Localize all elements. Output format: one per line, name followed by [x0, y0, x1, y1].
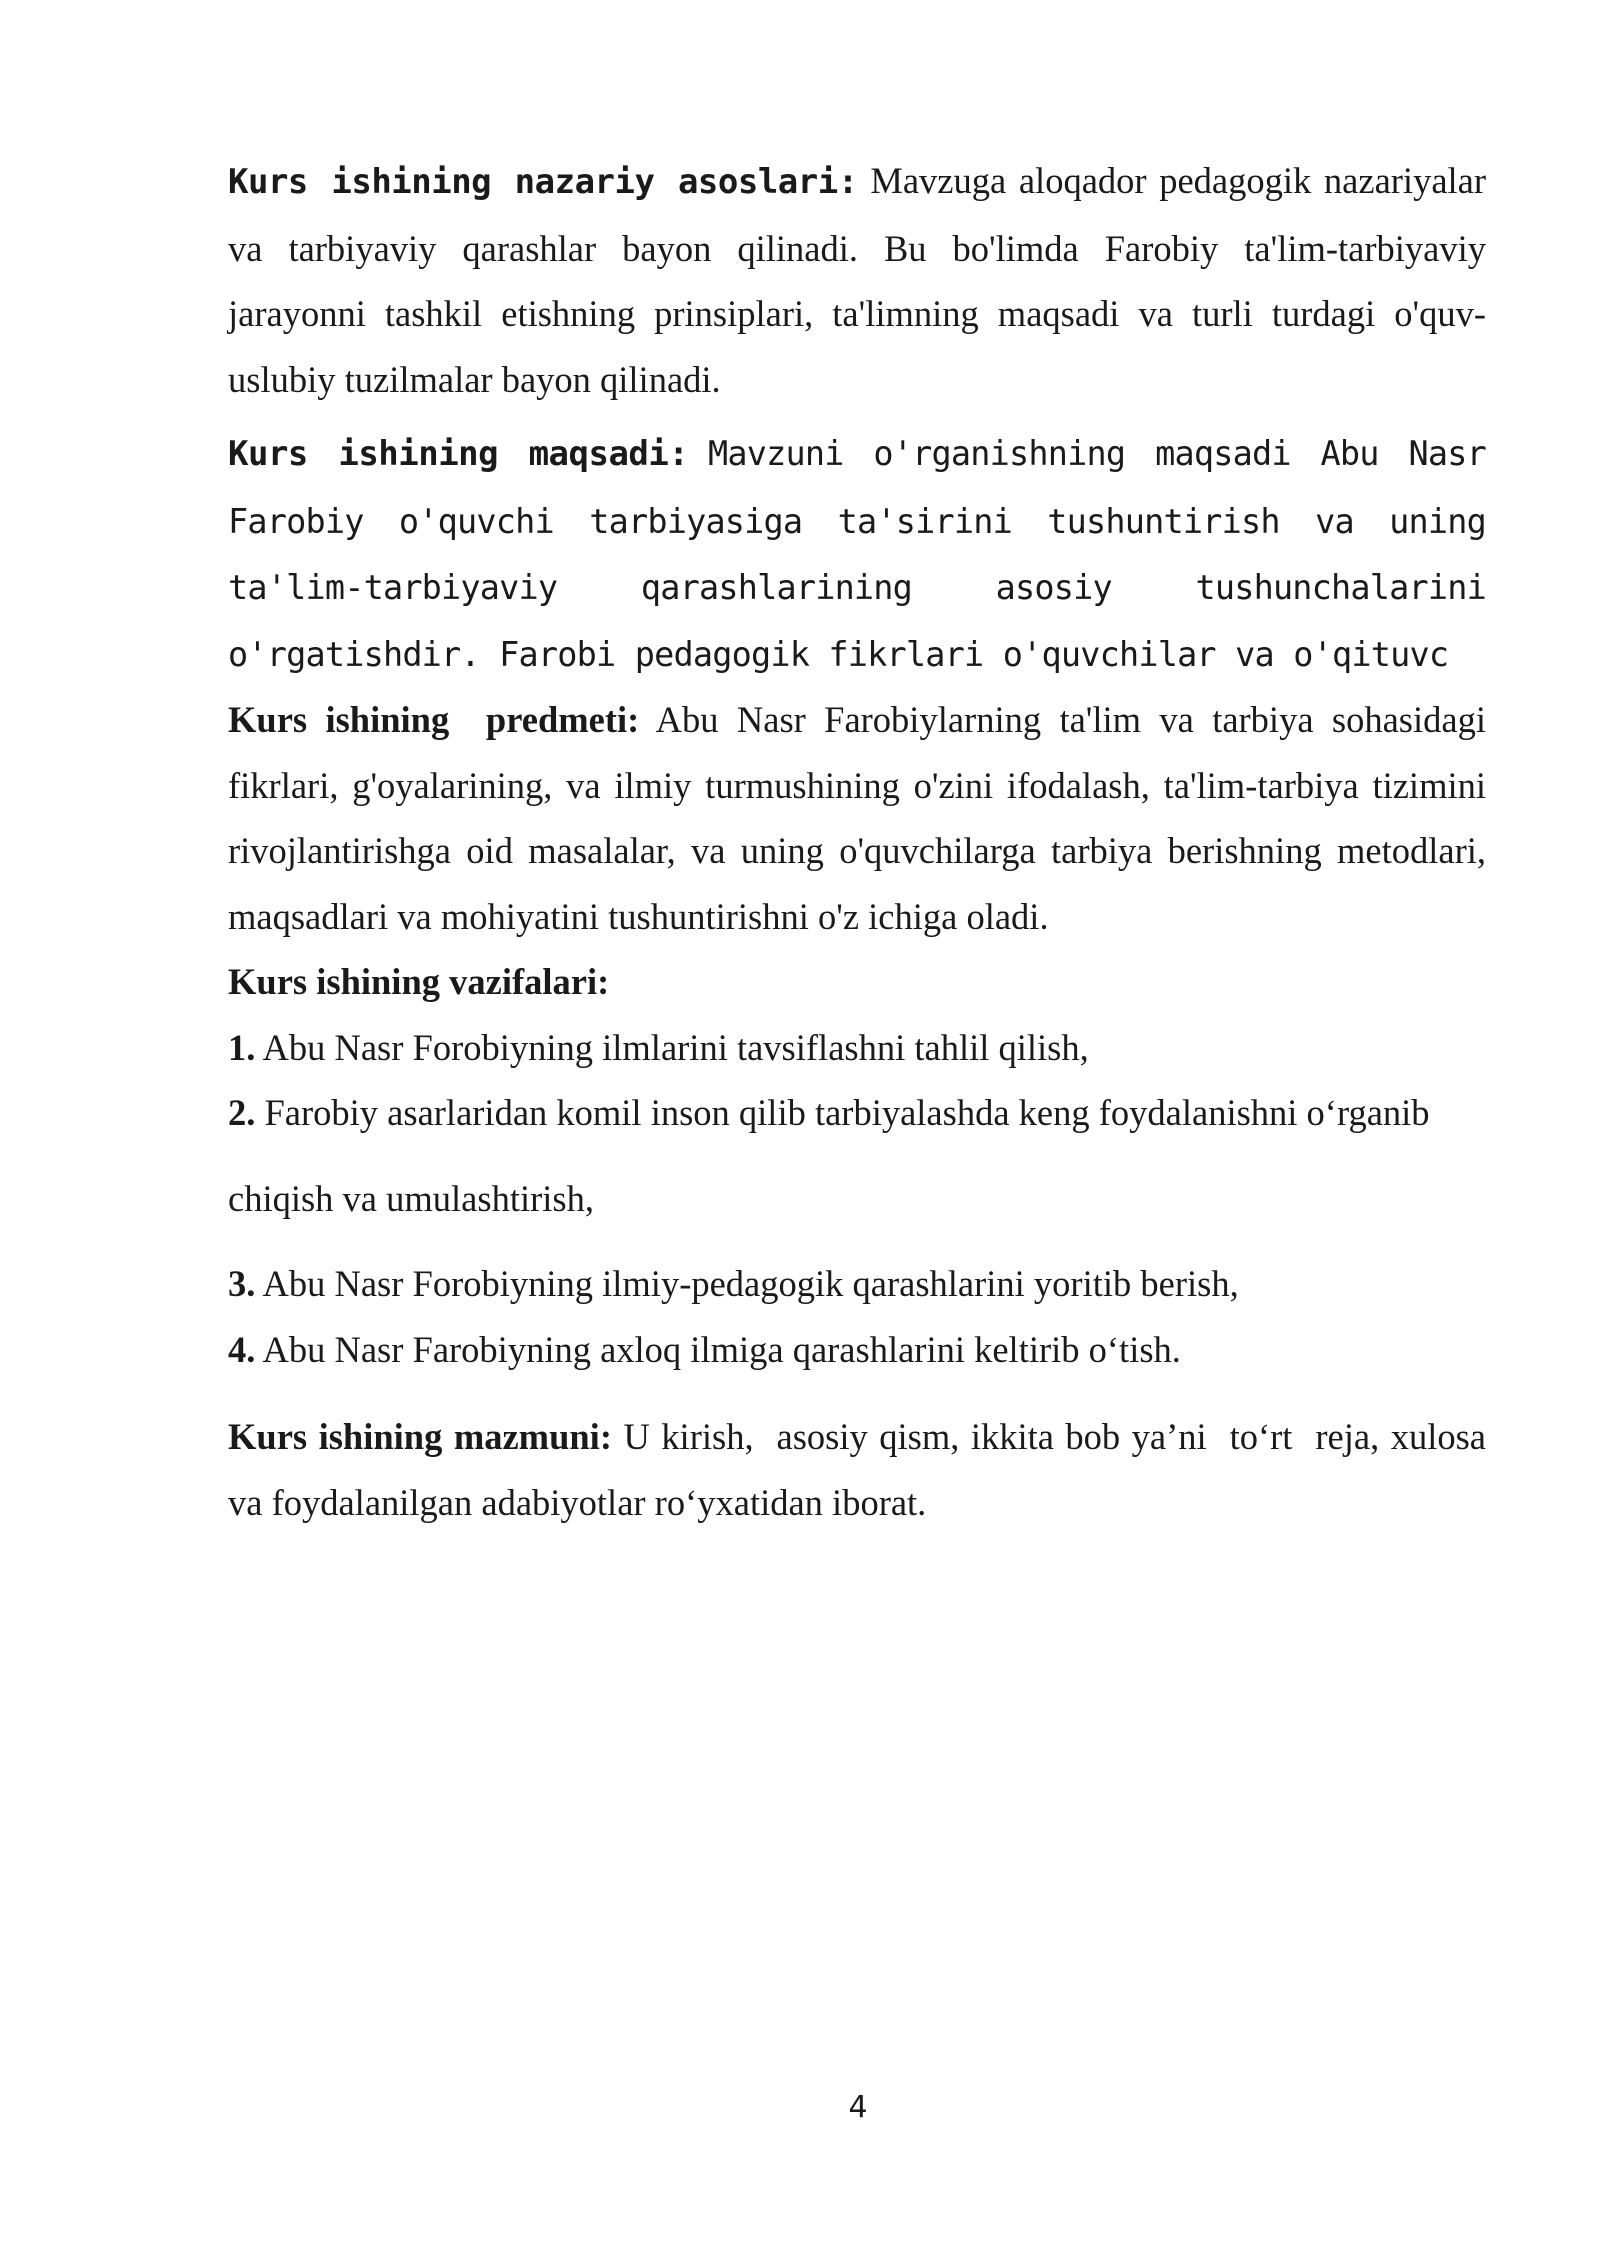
list-item-3-text: Abu Nasr Forobiyning ilmiy-pedagogik qarashlarini yoritib berish, [262, 1263, 1239, 1304]
list-item-3-number: 3. [228, 1263, 256, 1304]
list-item-1-text: Abu Nasr Forobiyning ilmlarini tavsiflashni tahlil qilish, [262, 1026, 1089, 1068]
text-nazariy-asoslari: Mavzuga aloqador pedagogik nazariyalar va tarbiyaviy qarashlar bayon qilinadi. Bu bo'limda Farobiy ta'lim-tarbiyaviy jarayonni tashkil etishning prinsiplari, ta'limning maqsadi va turli turdagi o'quv-uslubiy tuzilmalar bayon qilinadi. [228, 160, 1487, 400]
list-item-4-text: Abu Nasr Farobiyning axloq ilmiga qarashlarini keltirib o‘tish. [262, 1328, 1181, 1370]
label-mazmuni: Kurs ishining mazmuni: [228, 1416, 612, 1457]
text-predmeti: Abu Nasr Farobiylarning ta'lim va tarbiya sohasidagi fikrlari, g'oyalarining, va ilmiy turmushining o'zini ifodalash, ta'lim-tarbiya tizimini rivojlantirishga oid masalalar, va uning o'quvchilarga tarbiya berishning metodlari, maqsadlari va mohiyatini tushuntirishni o'z ichiga oladi. [228, 699, 1496, 937]
list-item-2-number: 2. [228, 1092, 256, 1133]
label-nazariy-asoslari: Kurs ishining nazariy asoslari: [228, 162, 858, 202]
paragraph-predmeti [228, 687, 1496, 949]
label-predmeti: Kurs ishining predmeti: [228, 699, 640, 740]
list-item-2-continuation: chiqish va umulashtirish, [228, 1177, 594, 1219]
paragraph-mazmuni [228, 1404, 1496, 1535]
page-number: 4 [848, 2090, 868, 2125]
list-item-1-number: 1. [228, 1026, 256, 1068]
list-item-3 [228, 1251, 1486, 1317]
list-item-4 [228, 1317, 1486, 1383]
text-maqsadi: Mavzuni o'rganishning maqsadi Abu Nasr Farobiy o'quvchi tarbiyasiga ta'sirini tushuntirish va uning ta'lim-tarbiyaviy qarashlarining asosiy tushunchalarini o'rgatishdir. Farobi pedagogik fikrlari o'quvchilar va o'qituvc [228, 434, 1487, 674]
document-page [228, 148, 1496, 1535]
paragraph-nazariy-asoslari [228, 148, 1486, 412]
list-item-2-text: Farobiy asarlaridan komil inson qilib tarbiyalashda keng foydalanishni o‘rganib [264, 1092, 1430, 1133]
list-item-1 [228, 1015, 1486, 1081]
heading-vazifalari: Kurs ishining vazifalari: [228, 961, 610, 1002]
text-mazmuni: U kirish, asosiy qism, ikkita bob ya’ni to‘rt reja, xulosa va foydalanilgan adabiyotlar ro‘yxatidan iborat. [228, 1416, 1496, 1523]
label-maqsadi: Kurs ishining maqsadi: [228, 434, 689, 474]
paragraph-maqsadi [228, 420, 1486, 687]
list-item-2 [228, 1080, 1486, 1146]
list-item-4-number: 4. [228, 1328, 256, 1370]
